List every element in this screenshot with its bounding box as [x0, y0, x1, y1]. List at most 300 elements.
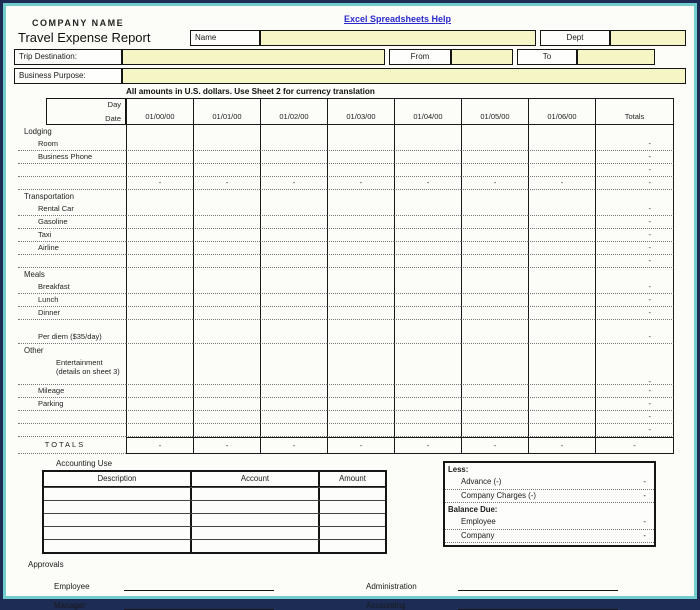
expense-row-label — [18, 177, 126, 190]
expense-cell[interactable] — [461, 125, 528, 138]
expense-cell[interactable] — [394, 281, 461, 294]
expense-cell[interactable] — [260, 164, 327, 177]
expense-cell[interactable] — [394, 398, 461, 411]
expense-cell[interactable] — [126, 229, 193, 242]
expense-cell[interactable] — [528, 331, 595, 344]
expense-cell[interactable] — [528, 164, 595, 177]
expense-row-label — [18, 255, 126, 268]
expense-cell[interactable] — [327, 398, 394, 411]
expense-total-cell[interactable]: - — [595, 203, 674, 216]
expense-cell[interactable] — [461, 294, 528, 307]
expense-cell[interactable] — [394, 294, 461, 307]
expense-cell[interactable] — [193, 203, 260, 216]
expense-cell[interactable] — [461, 255, 528, 268]
expense-row — [18, 242, 682, 255]
description-cell[interactable] — [44, 540, 190, 552]
expense-total-cell[interactable]: - — [595, 411, 674, 424]
expense-total-cell[interactable]: - — [595, 151, 674, 164]
day-cell[interactable] — [327, 98, 394, 110]
expense-row-label: Business Phone — [18, 151, 126, 164]
expense-cell[interactable] — [193, 138, 260, 151]
description-column-header: Description — [97, 474, 137, 483]
expense-cell[interactable] — [327, 203, 394, 216]
expense-cell[interactable] — [126, 424, 193, 437]
expense-cell[interactable] — [327, 411, 394, 424]
expense-cell[interactable] — [193, 242, 260, 255]
day-cell[interactable] — [126, 98, 193, 110]
expense-row — [18, 385, 682, 398]
summary-row-value[interactable]: - — [643, 490, 646, 500]
expense-cell[interactable] — [394, 164, 461, 177]
approvals-row — [54, 593, 686, 610]
expense-cell[interactable] — [260, 242, 327, 255]
expense-cell[interactable] — [193, 331, 260, 344]
expense-cell[interactable] — [461, 344, 528, 357]
expense-cell[interactable] — [327, 216, 394, 229]
expense-cell[interactable] — [126, 151, 193, 164]
expense-cell[interactable] — [260, 385, 327, 398]
expense-cell[interactable] — [528, 229, 595, 242]
expense-total-cell[interactable]: - — [595, 424, 674, 437]
expense-cell[interactable] — [461, 151, 528, 164]
expense-cell[interactable] — [461, 331, 528, 344]
expense-cell[interactable] — [394, 411, 461, 424]
expense-cell[interactable] — [528, 357, 595, 385]
expense-cell[interactable] — [528, 281, 595, 294]
expense-cell[interactable] — [327, 164, 394, 177]
date-header-cell[interactable]: 01/01/00 — [193, 110, 260, 125]
expense-cell[interactable] — [193, 164, 260, 177]
expense-cell[interactable]: - — [126, 437, 193, 454]
expense-cell[interactable] — [126, 190, 193, 203]
expense-row-label: Transportation — [24, 192, 74, 201]
expense-cell[interactable] — [260, 216, 327, 229]
signature-line[interactable] — [458, 597, 618, 610]
trip-destination-input[interactable] — [122, 49, 385, 65]
expense-cell[interactable] — [260, 294, 327, 307]
expense-cell[interactable] — [528, 242, 595, 255]
expense-row-label: Rental Car — [18, 203, 126, 216]
expense-cell[interactable] — [327, 242, 394, 255]
expense-cell[interactable] — [260, 138, 327, 151]
expense-cell[interactable] — [461, 320, 528, 331]
accounting-row — [44, 539, 385, 552]
summary-row-value[interactable]: - — [643, 517, 646, 526]
expense-cell[interactable]: - — [327, 177, 394, 190]
trip-destination-row — [14, 49, 686, 65]
expense-cell[interactable] — [193, 216, 260, 229]
from-label: From — [389, 49, 451, 65]
expense-cell[interactable]: - — [461, 437, 528, 454]
from-input[interactable] — [451, 49, 513, 65]
expense-cell[interactable] — [461, 203, 528, 216]
expense-row — [18, 125, 682, 138]
signature-line[interactable] — [124, 597, 274, 610]
expense-cell[interactable] — [461, 242, 528, 255]
expense-row — [18, 203, 682, 216]
expense-cell[interactable] — [528, 411, 595, 424]
expense-cell[interactable] — [461, 281, 528, 294]
expense-row — [18, 151, 682, 164]
expense-cell[interactable] — [461, 357, 528, 385]
expense-cell[interactable] — [327, 125, 394, 138]
expense-cell[interactable] — [126, 331, 193, 344]
date-header-cell[interactable]: 01/02/00 — [260, 110, 327, 125]
expense-cell[interactable] — [461, 411, 528, 424]
expense-total-cell[interactable]: - — [595, 385, 674, 398]
day-cell[interactable] — [461, 98, 528, 110]
amount-cell[interactable] — [318, 488, 385, 500]
account-cell[interactable] — [190, 514, 318, 526]
signature-line[interactable] — [458, 578, 618, 591]
expense-cell[interactable] — [528, 255, 595, 268]
expense-cell[interactable] — [394, 242, 461, 255]
expense-cell[interactable] — [327, 385, 394, 398]
expense-cell[interactable] — [528, 151, 595, 164]
expense-cell[interactable] — [394, 151, 461, 164]
expense-total-cell[interactable] — [595, 344, 674, 357]
summary-row-label: Employee — [461, 517, 496, 526]
expense-cell[interactable] — [260, 190, 327, 203]
expense-cell[interactable]: - — [260, 177, 327, 190]
expense-cell[interactable] — [461, 307, 528, 320]
expense-cell[interactable] — [327, 138, 394, 151]
expense-cell[interactable] — [126, 320, 193, 331]
amount-cell[interactable] — [318, 514, 385, 526]
expense-cell[interactable] — [193, 268, 260, 281]
expense-cell[interactable] — [327, 268, 394, 281]
accounting-row — [44, 526, 385, 539]
account-cell[interactable] — [190, 540, 318, 552]
expense-cell[interactable] — [126, 281, 193, 294]
expense-cell[interactable]: - — [126, 177, 193, 190]
expense-row — [18, 138, 682, 151]
expense-row-label: Breakfast — [18, 281, 126, 294]
expense-cell[interactable] — [126, 357, 193, 385]
accounting-use-section — [42, 459, 402, 554]
name-label: Name — [190, 30, 260, 46]
expense-cell[interactable] — [528, 385, 595, 398]
expense-cell[interactable] — [327, 294, 394, 307]
expense-cell[interactable] — [260, 268, 327, 281]
expense-row-label: Mileage — [18, 385, 126, 398]
expense-cell[interactable] — [394, 255, 461, 268]
expense-cell[interactable] — [327, 229, 394, 242]
business-purpose-input[interactable] — [122, 68, 686, 84]
expense-cell[interactable] — [528, 307, 595, 320]
expense-cell[interactable] — [126, 138, 193, 151]
expense-row-label — [18, 411, 126, 424]
expense-cell[interactable] — [327, 344, 394, 357]
account-cell[interactable] — [190, 501, 318, 513]
expense-cell[interactable] — [327, 151, 394, 164]
expense-cell[interactable]: - — [193, 437, 260, 454]
expense-cell[interactable] — [327, 190, 394, 203]
expense-cell[interactable] — [193, 307, 260, 320]
expense-row — [18, 357, 682, 385]
day-cell[interactable] — [260, 98, 327, 110]
expense-cell[interactable] — [260, 398, 327, 411]
expense-cell[interactable] — [193, 357, 260, 385]
expense-cell[interactable] — [394, 203, 461, 216]
expense-cell[interactable] — [260, 203, 327, 216]
expense-cell[interactable] — [327, 307, 394, 320]
expense-cell[interactable]: - — [461, 177, 528, 190]
expense-total-cell[interactable]: - — [595, 294, 674, 307]
expense-cell[interactable] — [461, 385, 528, 398]
expense-cell[interactable] — [126, 125, 193, 138]
company-name: COMPANY NAME — [32, 18, 125, 28]
expense-cell[interactable] — [260, 307, 327, 320]
expense-cell[interactable] — [461, 398, 528, 411]
expense-total-cell[interactable]: - — [595, 177, 674, 190]
expense-total-cell[interactable]: - — [595, 357, 674, 385]
dept-label: Dept — [540, 30, 610, 46]
expense-cell[interactable] — [260, 229, 327, 242]
signature-line[interactable] — [124, 578, 274, 591]
expense-total-cell[interactable]: - — [595, 331, 674, 344]
expense-total-cell[interactable]: - — [595, 229, 674, 242]
expense-cell[interactable]: - — [394, 177, 461, 190]
expense-cell[interactable] — [394, 268, 461, 281]
expense-cell[interactable] — [394, 190, 461, 203]
description-cell[interactable] — [44, 501, 190, 513]
date-label: Date — [105, 114, 121, 123]
expense-cell[interactable] — [193, 294, 260, 307]
expense-cell[interactable] — [126, 398, 193, 411]
accounting-use-title: Accounting Use — [56, 459, 113, 468]
expense-row-label: Taxi — [18, 229, 126, 242]
day-totals-cell[interactable] — [595, 98, 674, 110]
expense-cell[interactable] — [461, 268, 528, 281]
expense-cell[interactable] — [126, 344, 193, 357]
expense-cell[interactable] — [126, 294, 193, 307]
summary-row-label: Company — [461, 530, 495, 540]
expense-cell[interactable] — [126, 164, 193, 177]
expense-cell[interactable] — [193, 151, 260, 164]
expense-cell[interactable] — [394, 216, 461, 229]
expense-cell[interactable] — [461, 216, 528, 229]
summary-row-value[interactable]: - — [643, 530, 646, 540]
account-cell[interactable] — [190, 488, 318, 500]
name-row — [14, 30, 686, 46]
expense-cell[interactable] — [528, 216, 595, 229]
description-cell[interactable] — [44, 488, 190, 500]
summary-row-value[interactable]: - — [643, 477, 646, 486]
expense-cell[interactable] — [327, 424, 394, 437]
date-header-cell[interactable]: 01/00/00 — [126, 110, 193, 125]
amount-cell[interactable] — [318, 540, 385, 552]
expense-row-label: Per diem ($35/day) — [18, 331, 126, 344]
expense-cell[interactable] — [394, 125, 461, 138]
expense-row — [18, 190, 682, 203]
expense-cell[interactable] — [394, 307, 461, 320]
expense-cell[interactable] — [327, 320, 394, 331]
expense-cell[interactable] — [528, 398, 595, 411]
expense-cell[interactable] — [193, 190, 260, 203]
expense-cell[interactable]: - — [193, 177, 260, 190]
expense-cell[interactable] — [193, 320, 260, 331]
expense-total-cell[interactable]: - — [595, 216, 674, 229]
expense-cell[interactable] — [126, 385, 193, 398]
account-cell[interactable] — [190, 527, 318, 539]
expense-total-cell[interactable]: - — [595, 164, 674, 177]
description-cell[interactable] — [44, 514, 190, 526]
signer-label: Manager — [54, 601, 86, 610]
expense-row-label: Lodging — [24, 127, 52, 136]
expense-cell[interactable] — [461, 229, 528, 242]
expense-cell[interactable] — [193, 344, 260, 357]
accounting-row — [44, 500, 385, 513]
excel-spreadsheets-help-link[interactable]: Excel Spreadsheets Help — [344, 14, 452, 24]
expense-total-cell[interactable]: - — [595, 437, 674, 454]
expense-total-cell[interactable] — [595, 268, 674, 281]
expense-row — [18, 320, 682, 331]
expense-cell[interactable] — [327, 357, 394, 385]
day-cell[interactable] — [193, 98, 260, 110]
expense-total-cell[interactable]: - — [595, 242, 674, 255]
expense-total-cell[interactable] — [595, 190, 674, 203]
expense-cell[interactable] — [193, 424, 260, 437]
expense-cell[interactable] — [394, 344, 461, 357]
expense-cell[interactable] — [126, 411, 193, 424]
expense-total-cell[interactable] — [595, 320, 674, 331]
expense-row-label: Lunch — [18, 294, 126, 307]
expense-cell[interactable] — [528, 344, 595, 357]
expense-cell[interactable] — [126, 242, 193, 255]
expense-cell[interactable] — [260, 344, 327, 357]
expense-cell[interactable] — [528, 138, 595, 151]
expense-row-label: Entertainment (details on sheet 3) — [18, 357, 126, 385]
expense-cell[interactable] — [394, 331, 461, 344]
expense-row-label: Room — [18, 138, 126, 151]
name-input[interactable] — [260, 30, 536, 46]
expense-cell[interactable]: - — [528, 437, 595, 454]
expense-cell[interactable] — [260, 125, 327, 138]
expense-row — [18, 344, 682, 357]
date-header-cell[interactable]: 01/03/00 — [327, 110, 394, 125]
expense-row — [18, 281, 682, 294]
expense-cell[interactable] — [327, 281, 394, 294]
expense-cell[interactable] — [126, 203, 193, 216]
expense-total-cell[interactable]: - — [595, 138, 674, 151]
date-header-cell[interactable]: 01/05/00 — [461, 110, 528, 125]
expense-cell[interactable]: - — [528, 177, 595, 190]
dept-input[interactable] — [610, 30, 686, 46]
expense-total-cell[interactable]: - — [595, 255, 674, 268]
expense-cell[interactable] — [126, 255, 193, 268]
day-cell[interactable] — [528, 98, 595, 110]
expense-cell[interactable] — [193, 385, 260, 398]
amount-cell[interactable] — [318, 527, 385, 539]
expense-cell[interactable] — [461, 164, 528, 177]
summary-row — [445, 530, 654, 544]
date-header-cell[interactable]: 01/04/00 — [394, 110, 461, 125]
expense-cell[interactable] — [126, 307, 193, 320]
expense-cell[interactable] — [528, 294, 595, 307]
accounting-row — [44, 487, 385, 500]
to-label: To — [517, 49, 577, 65]
expense-cell[interactable] — [260, 255, 327, 268]
expense-cell[interactable] — [260, 151, 327, 164]
expense-cell[interactable] — [528, 424, 595, 437]
expense-cell[interactable] — [528, 125, 595, 138]
expense-cell[interactable]: - — [394, 437, 461, 454]
description-cell[interactable] — [44, 527, 190, 539]
summary-row — [445, 476, 654, 490]
expense-table-header — [18, 98, 682, 125]
expense-cell[interactable] — [260, 320, 327, 331]
expense-total-cell[interactable] — [595, 125, 674, 138]
less-label: Less: — [448, 465, 469, 474]
expense-total-cell[interactable]: - — [595, 281, 674, 294]
expense-cell[interactable] — [461, 138, 528, 151]
trip-destination-label: Trip Destination: — [14, 49, 122, 65]
expense-row-label: TOTALS — [18, 437, 126, 454]
expense-cell[interactable] — [394, 229, 461, 242]
expense-total-cell[interactable]: - — [595, 398, 674, 411]
expense-row — [18, 307, 682, 320]
expense-cell[interactable] — [260, 331, 327, 344]
approvals-grid — [54, 574, 686, 610]
expense-cell[interactable] — [193, 398, 260, 411]
expense-cell[interactable] — [461, 190, 528, 203]
signer-label: Accounting — [366, 601, 406, 610]
to-input[interactable] — [577, 49, 655, 65]
signer-label: Employee — [54, 582, 90, 591]
expense-row-label: Other — [24, 346, 44, 355]
expense-cell[interactable] — [528, 190, 595, 203]
expense-cell[interactable] — [327, 255, 394, 268]
balance-due-label: Balance Due: — [448, 505, 498, 514]
expense-cell[interactable] — [193, 281, 260, 294]
day-date-label-box — [46, 98, 126, 125]
page-title: Travel Expense Report — [18, 30, 151, 45]
expense-cell[interactable] — [394, 357, 461, 385]
expense-cell[interactable] — [193, 229, 260, 242]
expense-cell[interactable] — [260, 424, 327, 437]
amount-cell[interactable] — [318, 501, 385, 513]
date-header-cell[interactable]: 01/06/00 — [528, 110, 595, 125]
expense-cell[interactable] — [394, 424, 461, 437]
expense-cell[interactable] — [394, 138, 461, 151]
expense-cell[interactable] — [260, 281, 327, 294]
day-cell[interactable] — [394, 98, 461, 110]
expense-cell[interactable] — [528, 203, 595, 216]
expense-total-cell[interactable]: - — [595, 307, 674, 320]
expense-cell[interactable]: - — [260, 437, 327, 454]
expense-cell[interactable] — [528, 268, 595, 281]
expense-cell[interactable] — [193, 411, 260, 424]
expense-row-label — [18, 320, 126, 331]
expense-cell[interactable] — [260, 357, 327, 385]
expense-cell[interactable] — [528, 320, 595, 331]
expense-cell[interactable] — [126, 268, 193, 281]
accounting-header-row — [44, 472, 385, 487]
expense-cell[interactable] — [260, 411, 327, 424]
expense-cell[interactable] — [126, 216, 193, 229]
expense-row — [18, 216, 682, 229]
expense-cell[interactable]: - — [327, 437, 394, 454]
day-label: Day — [107, 100, 121, 109]
expense-cell[interactable] — [193, 125, 260, 138]
expense-cell[interactable] — [193, 255, 260, 268]
expense-row — [18, 294, 682, 307]
expense-cell[interactable] — [394, 320, 461, 331]
expense-cell[interactable] — [394, 385, 461, 398]
expense-cell[interactable] — [461, 424, 528, 437]
expense-cell[interactable] — [327, 331, 394, 344]
